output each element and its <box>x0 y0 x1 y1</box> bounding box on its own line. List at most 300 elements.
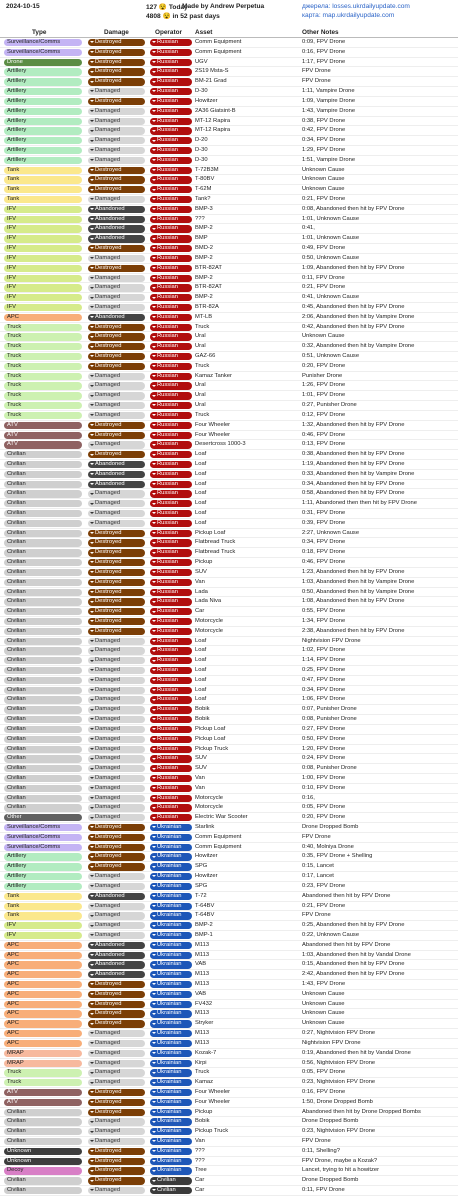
damage-chip[interactable]: Destroyed <box>88 343 145 350</box>
damage-chip[interactable]: Destroyed <box>88 39 145 46</box>
type-chip[interactable]: Unknown <box>4 1148 82 1155</box>
damage-chip[interactable]: Damaged <box>88 1128 145 1135</box>
operator-chip[interactable]: Russian <box>150 225 192 232</box>
operator-chip[interactable]: Russian <box>150 78 192 85</box>
damage-chip[interactable]: Abandoned <box>88 471 145 478</box>
operator-chip[interactable]: Ukrainian <box>150 853 192 860</box>
damage-chip[interactable]: Destroyed <box>88 981 145 988</box>
operator-chip[interactable]: Ukrainian <box>150 922 192 929</box>
type-chip[interactable]: Civilian <box>4 1177 82 1184</box>
damage-chip[interactable]: Abandoned <box>88 952 145 959</box>
operator-chip[interactable]: Ukrainian <box>150 1128 192 1135</box>
operator-chip[interactable]: Russian <box>150 667 192 674</box>
operator-chip[interactable]: Russian <box>150 255 192 262</box>
type-chip[interactable]: Truck <box>4 392 82 399</box>
operator-chip[interactable]: Russian <box>150 490 192 497</box>
damage-chip[interactable]: Damaged <box>88 883 145 890</box>
operator-chip[interactable]: Russian <box>150 118 192 125</box>
operator-chip[interactable]: Russian <box>150 500 192 507</box>
operator-chip[interactable]: Russian <box>150 696 192 703</box>
operator-chip[interactable]: Russian <box>150 441 192 448</box>
type-chip[interactable]: Surveillance/Comms <box>4 844 82 851</box>
operator-chip[interactable]: Russian <box>150 127 192 134</box>
operator-chip[interactable]: Ukrainian <box>150 834 192 841</box>
operator-chip[interactable]: Russian <box>150 618 192 625</box>
damage-chip[interactable]: Damaged <box>88 441 145 448</box>
type-chip[interactable]: Civilian <box>4 765 82 772</box>
type-chip[interactable]: IFV <box>4 304 82 311</box>
damage-chip[interactable]: Destroyed <box>88 569 145 576</box>
damage-chip[interactable]: Destroyed <box>88 991 145 998</box>
operator-chip[interactable]: Russian <box>150 755 192 762</box>
operator-chip[interactable]: Ukrainian <box>150 1040 192 1047</box>
damage-chip[interactable]: Destroyed <box>88 834 145 841</box>
operator-chip[interactable]: Russian <box>150 657 192 664</box>
operator-chip[interactable]: Russian <box>150 402 192 409</box>
damage-chip[interactable]: Damaged <box>88 510 145 517</box>
operator-chip[interactable]: Russian <box>150 520 192 527</box>
operator-chip[interactable]: Ukrainian <box>150 1138 192 1145</box>
operator-chip[interactable]: Russian <box>150 814 192 821</box>
damage-chip[interactable]: Damaged <box>88 294 145 301</box>
damage-chip[interactable]: Damaged <box>88 373 145 380</box>
damage-chip[interactable]: Destroyed <box>88 98 145 105</box>
operator-chip[interactable]: Russian <box>150 353 192 360</box>
operator-chip[interactable]: Ukrainian <box>150 991 192 998</box>
type-chip[interactable]: APC <box>4 981 82 988</box>
type-chip[interactable]: Tank <box>4 893 82 900</box>
damage-chip[interactable]: Damaged <box>88 814 145 821</box>
type-chip[interactable]: Artillery <box>4 68 82 75</box>
type-chip[interactable]: APC <box>4 1020 82 1027</box>
type-chip[interactable]: Civilian <box>4 687 82 694</box>
type-chip[interactable]: Artillery <box>4 147 82 154</box>
operator-chip[interactable]: Russian <box>150 304 192 311</box>
operator-chip[interactable]: Russian <box>150 157 192 164</box>
type-chip[interactable]: Artillery <box>4 873 82 880</box>
damage-chip[interactable]: Damaged <box>88 687 145 694</box>
type-chip[interactable]: Civilian <box>4 510 82 517</box>
damage-chip[interactable]: Damaged <box>88 746 145 753</box>
operator-chip[interactable]: Ukrainian <box>150 903 192 910</box>
operator-chip[interactable]: Ukrainian <box>150 1010 192 1017</box>
operator-chip[interactable]: Russian <box>150 726 192 733</box>
damage-chip[interactable]: Destroyed <box>88 824 145 831</box>
type-chip[interactable]: Civilian <box>4 579 82 586</box>
operator-chip[interactable]: Russian <box>150 804 192 811</box>
type-chip[interactable]: IFV <box>4 216 82 223</box>
operator-chip[interactable]: Russian <box>150 589 192 596</box>
damage-chip[interactable]: Damaged <box>88 657 145 664</box>
type-chip[interactable]: Civilian <box>4 1128 82 1135</box>
damage-chip[interactable]: Destroyed <box>88 78 145 85</box>
operator-chip[interactable]: Russian <box>150 284 192 291</box>
operator-chip[interactable]: Ukrainian <box>150 883 192 890</box>
damage-chip[interactable]: Damaged <box>88 147 145 154</box>
type-chip[interactable]: IFV <box>4 284 82 291</box>
damage-chip[interactable]: Damaged <box>88 775 145 782</box>
damage-chip[interactable]: Destroyed <box>88 598 145 605</box>
damage-chip[interactable]: Destroyed <box>88 853 145 860</box>
type-chip[interactable]: APC <box>4 942 82 949</box>
damage-chip[interactable]: Damaged <box>88 137 145 144</box>
damage-chip[interactable]: Damaged <box>88 696 145 703</box>
type-chip[interactable]: Civilian <box>4 677 82 684</box>
operator-chip[interactable]: Russian <box>150 343 192 350</box>
damage-chip[interactable]: Destroyed <box>88 353 145 360</box>
damage-chip[interactable]: Damaged <box>88 765 145 772</box>
operator-chip[interactable]: Russian <box>150 294 192 301</box>
type-chip[interactable]: Civilian <box>4 736 82 743</box>
damage-chip[interactable]: Abandoned <box>88 942 145 949</box>
operator-chip[interactable]: Russian <box>150 147 192 154</box>
damage-chip[interactable]: Destroyed <box>88 245 145 252</box>
operator-chip[interactable]: Ukrainian <box>150 1148 192 1155</box>
operator-chip[interactable]: Civilian <box>150 1187 192 1194</box>
type-chip[interactable]: Tank <box>4 196 82 203</box>
damage-chip[interactable]: Destroyed <box>88 589 145 596</box>
type-chip[interactable]: IFV <box>4 245 82 252</box>
type-chip[interactable]: Artillery <box>4 853 82 860</box>
type-chip[interactable]: Truck <box>4 382 82 389</box>
operator-chip[interactable]: Ukrainian <box>150 912 192 919</box>
damage-chip[interactable]: Destroyed <box>88 1148 145 1155</box>
damage-chip[interactable]: Damaged <box>88 726 145 733</box>
operator-chip[interactable]: Russian <box>150 186 192 193</box>
damage-chip[interactable]: Damaged <box>88 706 145 713</box>
type-chip[interactable]: Civilian <box>4 696 82 703</box>
operator-chip[interactable]: Russian <box>150 363 192 370</box>
damage-chip[interactable]: Destroyed <box>88 324 145 331</box>
damage-chip[interactable]: Damaged <box>88 157 145 164</box>
type-chip[interactable]: Artillery <box>4 883 82 890</box>
operator-chip[interactable]: Russian <box>150 333 192 340</box>
type-chip[interactable]: IFV <box>4 255 82 262</box>
operator-chip[interactable]: Civilian <box>150 1177 192 1184</box>
operator-chip[interactable]: Russian <box>150 539 192 546</box>
operator-chip[interactable]: Russian <box>150 481 192 488</box>
type-chip[interactable]: Civilian <box>4 490 82 497</box>
damage-chip[interactable]: Destroyed <box>88 1010 145 1017</box>
damage-chip[interactable]: Damaged <box>88 1060 145 1067</box>
type-chip[interactable]: Civilian <box>4 461 82 468</box>
type-chip[interactable]: Truck <box>4 402 82 409</box>
damage-chip[interactable]: Damaged <box>88 736 145 743</box>
operator-chip[interactable]: Russian <box>150 559 192 566</box>
damage-chip[interactable]: Damaged <box>88 382 145 389</box>
damage-chip[interactable]: Damaged <box>88 804 145 811</box>
damage-chip[interactable]: Destroyed <box>88 549 145 556</box>
damage-chip[interactable]: Damaged <box>88 275 145 282</box>
operator-chip[interactable]: Ukrainian <box>150 981 192 988</box>
damage-chip[interactable]: Destroyed <box>88 1167 145 1174</box>
damage-chip[interactable]: Destroyed <box>88 618 145 625</box>
operator-chip[interactable]: Russian <box>150 373 192 380</box>
type-chip[interactable]: Truck <box>4 1069 82 1076</box>
damage-chip[interactable]: Damaged <box>88 108 145 115</box>
operator-chip[interactable]: Russian <box>150 579 192 586</box>
type-chip[interactable]: ATV <box>4 432 82 439</box>
operator-chip[interactable]: Russian <box>150 706 192 713</box>
operator-chip[interactable]: Russian <box>150 108 192 115</box>
operator-chip[interactable]: Russian <box>150 422 192 429</box>
operator-chip[interactable]: Russian <box>150 795 192 802</box>
damage-chip[interactable]: Destroyed <box>88 579 145 586</box>
damage-chip[interactable]: Abandoned <box>88 971 145 978</box>
type-chip[interactable]: APC <box>4 971 82 978</box>
damage-chip[interactable]: Damaged <box>88 638 145 645</box>
damage-chip[interactable]: Destroyed <box>88 265 145 272</box>
type-chip[interactable]: Civilian <box>4 549 82 556</box>
operator-chip[interactable]: Russian <box>150 775 192 782</box>
damage-chip[interactable]: Damaged <box>88 520 145 527</box>
type-chip[interactable]: ATV <box>4 1099 82 1106</box>
operator-chip[interactable]: Russian <box>150 382 192 389</box>
type-chip[interactable]: Truck <box>4 1079 82 1086</box>
type-chip[interactable]: Civilian <box>4 657 82 664</box>
damage-chip[interactable]: Damaged <box>88 903 145 910</box>
damage-chip[interactable]: Abandoned <box>88 225 145 232</box>
type-chip[interactable]: IFV <box>4 922 82 929</box>
type-chip[interactable]: IFV <box>4 932 82 939</box>
operator-chip[interactable]: Ukrainian <box>150 1118 192 1125</box>
damage-chip[interactable]: Damaged <box>88 922 145 929</box>
operator-chip[interactable]: Ukrainian <box>150 961 192 968</box>
type-chip[interactable]: Truck <box>4 324 82 331</box>
type-chip[interactable]: Surveillance/Comms <box>4 824 82 831</box>
damage-chip[interactable]: Damaged <box>88 785 145 792</box>
type-chip[interactable]: APC <box>4 952 82 959</box>
operator-chip[interactable]: Russian <box>150 167 192 174</box>
losses-link[interactable]: джерела: losses.ukrdailyupdate.com <box>302 3 410 10</box>
damage-chip[interactable]: Damaged <box>88 392 145 399</box>
type-chip[interactable]: Civilian <box>4 520 82 527</box>
operator-chip[interactable]: Ukrainian <box>150 1030 192 1037</box>
type-chip[interactable]: Civilian <box>4 638 82 645</box>
damage-chip[interactable]: Damaged <box>88 677 145 684</box>
operator-chip[interactable]: Ukrainian <box>150 1109 192 1116</box>
operator-chip[interactable]: Russian <box>150 451 192 458</box>
operator-chip[interactable]: Russian <box>150 68 192 75</box>
operator-chip[interactable]: Russian <box>150 196 192 203</box>
damage-chip[interactable]: Destroyed <box>88 333 145 340</box>
type-chip[interactable]: APC <box>4 314 82 321</box>
damage-chip[interactable]: Damaged <box>88 284 145 291</box>
type-chip[interactable]: Civilian <box>4 539 82 546</box>
type-chip[interactable]: Truck <box>4 353 82 360</box>
damage-chip[interactable]: Destroyed <box>88 363 145 370</box>
operator-chip[interactable]: Russian <box>150 608 192 615</box>
damage-chip[interactable]: Destroyed <box>88 59 145 66</box>
type-chip[interactable]: Civilian <box>4 1138 82 1145</box>
damage-chip[interactable]: Damaged <box>88 1187 145 1194</box>
type-chip[interactable]: Artillery <box>4 137 82 144</box>
damage-chip[interactable]: Destroyed <box>88 1089 145 1096</box>
damage-chip[interactable]: Destroyed <box>88 863 145 870</box>
operator-chip[interactable]: Russian <box>150 598 192 605</box>
damage-chip[interactable]: Destroyed <box>88 530 145 537</box>
damage-chip[interactable]: Damaged <box>88 500 145 507</box>
damage-chip[interactable]: Damaged <box>88 1138 145 1145</box>
type-chip[interactable]: Civilian <box>4 1109 82 1116</box>
damage-chip[interactable]: Damaged <box>88 88 145 95</box>
type-chip[interactable]: MRAP <box>4 1060 82 1067</box>
damage-chip[interactable]: Abandoned <box>88 206 145 213</box>
type-chip[interactable]: Civilian <box>4 608 82 615</box>
damage-chip[interactable]: Destroyed <box>88 451 145 458</box>
type-chip[interactable]: Civilian <box>4 716 82 723</box>
damage-chip[interactable]: Damaged <box>88 412 145 419</box>
operator-chip[interactable]: Ukrainian <box>150 893 192 900</box>
type-chip[interactable]: IFV <box>4 265 82 272</box>
damage-chip[interactable]: Abandoned <box>88 461 145 468</box>
type-chip[interactable]: Civilian <box>4 726 82 733</box>
type-chip[interactable]: IFV <box>4 235 82 242</box>
damage-chip[interactable]: Destroyed <box>88 628 145 635</box>
damage-chip[interactable]: Destroyed <box>88 1001 145 1008</box>
operator-chip[interactable]: Russian <box>150 471 192 478</box>
type-chip[interactable]: Truck <box>4 373 82 380</box>
operator-chip[interactable]: Ukrainian <box>150 1099 192 1106</box>
damage-chip[interactable]: Destroyed <box>88 1109 145 1116</box>
damage-chip[interactable]: Damaged <box>88 255 145 262</box>
operator-chip[interactable]: Russian <box>150 647 192 654</box>
damage-chip[interactable]: Abandoned <box>88 314 145 321</box>
damage-chip[interactable]: Damaged <box>88 402 145 409</box>
damage-chip[interactable]: Abandoned <box>88 961 145 968</box>
type-chip[interactable]: Civilian <box>4 746 82 753</box>
operator-chip[interactable]: Russian <box>150 785 192 792</box>
damage-chip[interactable]: Destroyed <box>88 49 145 56</box>
operator-chip[interactable]: Russian <box>150 275 192 282</box>
type-chip[interactable]: Drone <box>4 59 82 66</box>
type-chip[interactable]: Decoy <box>4 1167 82 1174</box>
damage-chip[interactable]: Destroyed <box>88 167 145 174</box>
damage-chip[interactable]: Abandoned <box>88 216 145 223</box>
operator-chip[interactable]: Russian <box>150 176 192 183</box>
operator-chip[interactable]: Russian <box>150 98 192 105</box>
operator-chip[interactable]: Ukrainian <box>150 1050 192 1057</box>
damage-chip[interactable]: Damaged <box>88 127 145 134</box>
operator-chip[interactable]: Russian <box>150 206 192 213</box>
operator-chip[interactable]: Ukrainian <box>150 824 192 831</box>
operator-chip[interactable]: Russian <box>150 736 192 743</box>
damage-chip[interactable]: Damaged <box>88 912 145 919</box>
damage-chip[interactable]: Damaged <box>88 1040 145 1047</box>
operator-chip[interactable]: Ukrainian <box>150 952 192 959</box>
damage-chip[interactable]: Damaged <box>88 755 145 762</box>
type-chip[interactable]: Civilian <box>4 589 82 596</box>
operator-chip[interactable]: Russian <box>150 314 192 321</box>
type-chip[interactable]: Tank <box>4 176 82 183</box>
operator-chip[interactable]: Russian <box>150 235 192 242</box>
operator-chip[interactable]: Ukrainian <box>150 863 192 870</box>
operator-chip[interactable]: Russian <box>150 746 192 753</box>
type-chip[interactable]: Surveillance/Comms <box>4 39 82 46</box>
damage-chip[interactable]: Destroyed <box>88 186 145 193</box>
type-chip[interactable]: Civilian <box>4 795 82 802</box>
type-chip[interactable]: Civilian <box>4 755 82 762</box>
damage-chip[interactable]: Destroyed <box>88 176 145 183</box>
operator-chip[interactable]: Russian <box>150 412 192 419</box>
type-chip[interactable]: ATV <box>4 422 82 429</box>
operator-chip[interactable]: Russian <box>150 628 192 635</box>
type-chip[interactable]: Civilian <box>4 628 82 635</box>
damage-chip[interactable]: Damaged <box>88 1030 145 1037</box>
operator-chip[interactable]: Russian <box>150 265 192 272</box>
type-chip[interactable]: Truck <box>4 343 82 350</box>
type-chip[interactable]: Civilian <box>4 618 82 625</box>
operator-chip[interactable]: Russian <box>150 59 192 66</box>
type-chip[interactable]: Civilian <box>4 1187 82 1194</box>
damage-chip[interactable]: Damaged <box>88 795 145 802</box>
map-link[interactable]: карта: map.ukrdailyupdate.com <box>302 12 395 19</box>
damage-chip[interactable]: Damaged <box>88 196 145 203</box>
operator-chip[interactable]: Ukrainian <box>150 1069 192 1076</box>
type-chip[interactable]: Artillery <box>4 98 82 105</box>
operator-chip[interactable]: Ukrainian <box>150 1001 192 1008</box>
operator-chip[interactable]: Ukrainian <box>150 932 192 939</box>
type-chip[interactable]: Other <box>4 814 82 821</box>
operator-chip[interactable]: Russian <box>150 216 192 223</box>
type-chip[interactable]: IFV <box>4 275 82 282</box>
type-chip[interactable]: APC <box>4 1001 82 1008</box>
damage-chip[interactable]: Destroyed <box>88 608 145 615</box>
operator-chip[interactable]: Ukrainian <box>150 1060 192 1067</box>
operator-chip[interactable]: Russian <box>150 49 192 56</box>
operator-chip[interactable]: Russian <box>150 638 192 645</box>
operator-chip[interactable]: Russian <box>150 245 192 252</box>
damage-chip[interactable]: Abandoned <box>88 893 145 900</box>
type-chip[interactable]: Tank <box>4 186 82 193</box>
operator-chip[interactable]: Russian <box>150 765 192 772</box>
type-chip[interactable]: Civilian <box>4 471 82 478</box>
operator-chip[interactable]: Russian <box>150 549 192 556</box>
type-chip[interactable]: Civilian <box>4 667 82 674</box>
operator-chip[interactable]: Russian <box>150 39 192 46</box>
type-chip[interactable]: APC <box>4 1010 82 1017</box>
damage-chip[interactable]: Damaged <box>88 647 145 654</box>
type-chip[interactable]: Civilian <box>4 559 82 566</box>
damage-chip[interactable]: Damaged <box>88 1118 145 1125</box>
operator-chip[interactable]: Russian <box>150 530 192 537</box>
damage-chip[interactable]: Destroyed <box>88 844 145 851</box>
damage-chip[interactable]: Damaged <box>88 667 145 674</box>
operator-chip[interactable]: Ukrainian <box>150 1167 192 1174</box>
operator-chip[interactable]: Ukrainian <box>150 1020 192 1027</box>
damage-chip[interactable]: Destroyed <box>88 422 145 429</box>
type-chip[interactable]: Civilian <box>4 706 82 713</box>
type-chip[interactable]: Civilian <box>4 775 82 782</box>
type-chip[interactable]: APC <box>4 991 82 998</box>
operator-chip[interactable]: Russian <box>150 88 192 95</box>
damage-chip[interactable]: Abandoned <box>88 481 145 488</box>
damage-chip[interactable]: Destroyed <box>88 1177 145 1184</box>
damage-chip[interactable]: Damaged <box>88 1079 145 1086</box>
damage-chip[interactable]: Destroyed <box>88 539 145 546</box>
type-chip[interactable]: Artillery <box>4 108 82 115</box>
type-chip[interactable]: APC <box>4 961 82 968</box>
type-chip[interactable]: Civilian <box>4 500 82 507</box>
type-chip[interactable]: Civilian <box>4 530 82 537</box>
operator-chip[interactable]: Ukrainian <box>150 1158 192 1165</box>
type-chip[interactable]: APC <box>4 1040 82 1047</box>
operator-chip[interactable]: Russian <box>150 716 192 723</box>
damage-chip[interactable]: Damaged <box>88 490 145 497</box>
type-chip[interactable]: Artillery <box>4 127 82 134</box>
type-chip[interactable]: Artillery <box>4 863 82 870</box>
operator-chip[interactable]: Ukrainian <box>150 942 192 949</box>
